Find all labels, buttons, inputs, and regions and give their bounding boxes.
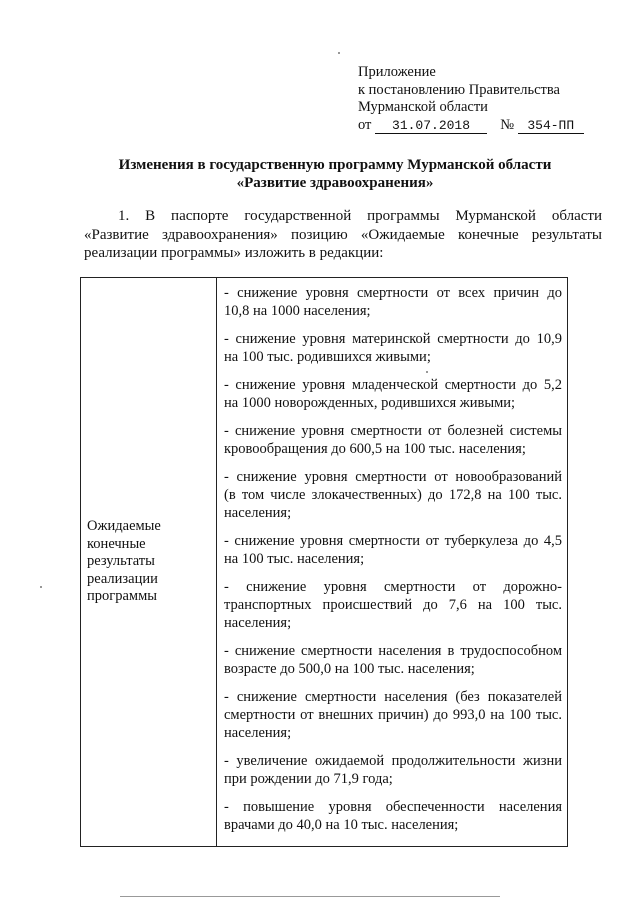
position-label: [87, 518, 207, 606]
result-item-line: - снижение уровня смертности от болезней системы: [224, 423, 562, 439]
result-item-line: на 1000 новорожденных, родившихся живыми;: [224, 395, 516, 411]
result-item-line: - снижение уровня смертности от туберкулеза до 4,5: [224, 533, 562, 549]
title-line-2: «Развитие здравоохранения»: [236, 175, 434, 191]
table-right-column: [224, 284, 562, 844]
appendix-title: Приложение: [358, 64, 436, 80]
result-item: [224, 578, 562, 632]
result-item-line: - снижение уровня смертности от новообразований: [224, 469, 562, 485]
result-item-line: - снижение смертности населения в трудоспособном: [224, 643, 562, 659]
scan-speck: [426, 371, 428, 373]
result-item-line: смертности от внешних причин) до 993,0 на 100 тыс.: [224, 707, 562, 723]
result-item-line: - снижение уровня младенческой смертности до 5,2: [224, 377, 562, 393]
result-item-line: (в том числе злокачественных) до 172,8 на 100 тыс.: [224, 487, 562, 503]
result-item: [224, 798, 562, 834]
position-label-line: программы: [87, 588, 157, 604]
result-item-line: врачами до 40,0 на 10 тыс. населения;: [224, 817, 459, 833]
result-item-line: кровообращения до 600,5 на 100 тыс. населения;: [224, 441, 526, 457]
result-item: [224, 422, 562, 458]
result-item: [224, 284, 562, 320]
result-item-line: на 100 тыс. родившихся живыми;: [224, 349, 431, 365]
position-label-line: реализации: [87, 570, 158, 587]
scan-edge-line: [120, 896, 500, 897]
position-label-line: конечные: [87, 535, 146, 552]
document-title: [70, 156, 600, 192]
appendix-block: [358, 64, 628, 134]
result-item-line: населения;: [224, 615, 292, 631]
result-item-line: на 100 тыс. населения;: [224, 551, 365, 567]
paragraph-line-1: 1. В паспорте государственной программы Мурманской области: [118, 208, 602, 224]
result-item-line: 10,8 на 1000 населения;: [224, 303, 371, 319]
result-item-line: - повышение уровня обеспеченности населения: [224, 799, 562, 815]
result-item-line: населения;: [224, 505, 292, 521]
resolution-number: 354-ПП: [518, 118, 584, 134]
result-item: [224, 330, 562, 366]
scan-speck: [40, 586, 42, 588]
intro-paragraph: [84, 207, 602, 263]
result-item-line: - снижение уровня материнской смертности до 10,9: [224, 331, 562, 347]
result-item-line: при рождении до 71,9 года;: [224, 771, 393, 787]
result-item: [224, 532, 562, 568]
paragraph-line-3: реализации программы» изложить в редакции:: [84, 245, 384, 261]
result-item: [224, 376, 562, 412]
scan-speck: [338, 52, 340, 54]
appendix-date-number-line: [358, 117, 628, 135]
result-item-line: - снижение уровня смертности от дорожно-: [224, 579, 562, 595]
result-item-line: населения;: [224, 725, 292, 741]
paragraph-line-2: «Развитие здравоохранения» позицию «Ожидаемые конечные результаты: [84, 226, 602, 243]
position-label-line: результаты: [87, 553, 155, 569]
result-item-line: - увеличение ожидаемой продолжительности жизни: [224, 753, 562, 769]
result-item: [224, 468, 562, 522]
passport-table: [80, 277, 568, 847]
position-label-line: Ожидаемые: [87, 518, 161, 534]
title-line-1: Изменения в государственную программу Мурманской области: [118, 157, 552, 173]
resolution-date: 31.07.2018: [375, 118, 487, 134]
result-item-line: возрасте до 500,0 на 100 тыс. населения;: [224, 661, 475, 677]
table-left-column: [81, 278, 217, 846]
result-item-line: - снижение уровня смертности от всех причин до: [224, 285, 562, 301]
number-prefix: №: [500, 116, 515, 133]
result-item: [224, 688, 562, 742]
appendix-resolution-line: к постановлению Правительства: [358, 81, 560, 98]
result-item: [224, 642, 562, 678]
result-item-line: - снижение смертности населения (без показателей: [224, 689, 562, 705]
date-prefix: от: [358, 116, 372, 133]
result-item: [224, 752, 562, 788]
result-item-line: транспортных происшествий до 7,6 на 100 тыс.: [224, 597, 562, 613]
appendix-region-line: Мурманской области: [358, 99, 488, 115]
